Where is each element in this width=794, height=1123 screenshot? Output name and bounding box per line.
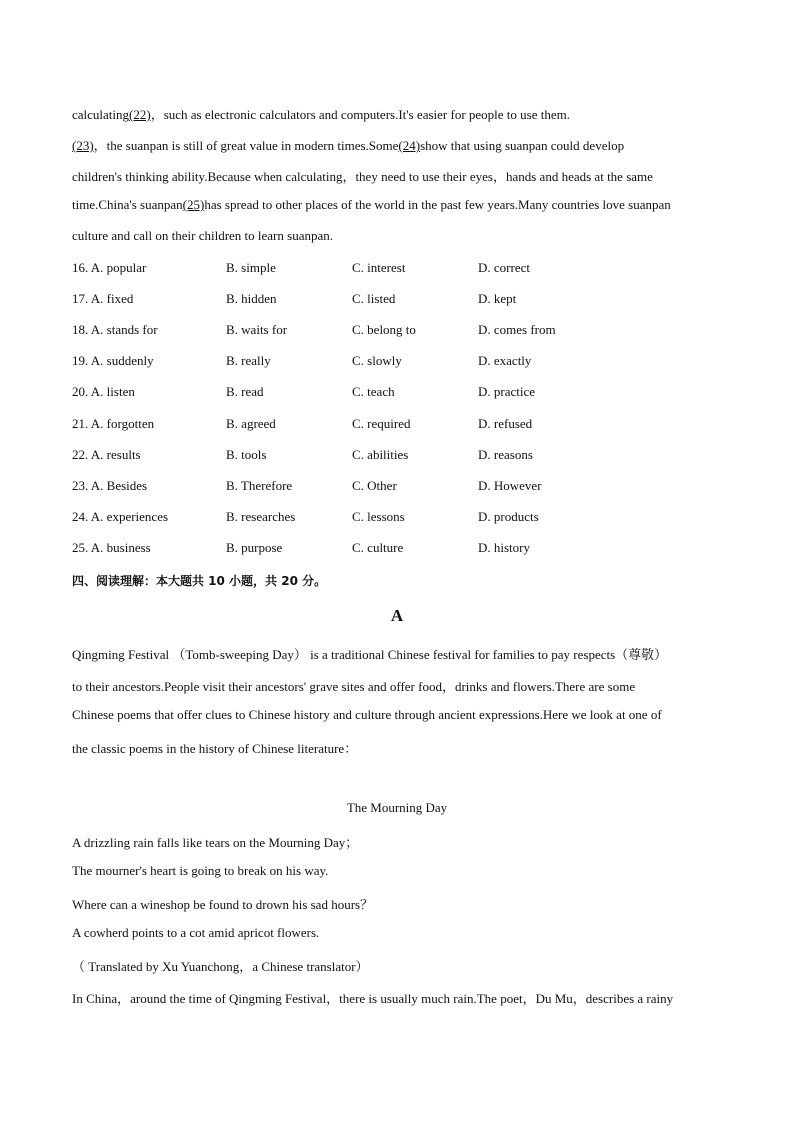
option-b: B. hidden [226,291,277,306]
option-a: 21. A. forgotten [72,416,155,431]
question-16-options [72,260,772,276]
blank-22: (22) [129,107,151,122]
passage-text: has spread to other places of the world in the past few years.Many countries love suanpan [204,197,671,212]
option-b: B. agreed [226,416,276,431]
passage-text: calculating [72,107,130,122]
option-b: B. purpose [226,540,283,555]
option-c: C. Other [352,478,397,493]
option-c: C. interest [352,260,406,275]
poem-line: Where can a wineshop be found to drown his sad hours？ [72,897,374,912]
option-b: B. waits for [226,322,288,337]
option-d: D. exactly [478,353,532,368]
blank-25: (25) [182,197,205,212]
option-d: D. history [478,540,530,555]
option-d: D. comes from [478,322,556,337]
poem-title: The Mourning Day [346,800,448,815]
option-d: D. products [478,509,539,524]
question-22-options [72,447,772,463]
option-d: D. correct [478,260,530,275]
question-17-options [72,291,772,307]
question-18-options [72,322,772,338]
part-label: A [390,606,404,625]
section-heading: 四、阅读理解：本大题共 10 小题，共 20 分。 [72,574,327,588]
passage-line-4 [72,197,671,213]
question-19-options [72,353,772,369]
option-b: B. read [226,384,264,399]
question-24-options [72,509,772,525]
option-a: 18. A. stands for [72,322,158,337]
option-c: C. required [352,416,411,431]
option-c: C. slowly [352,353,402,368]
option-a: 23. A. Besides [72,478,148,493]
option-a: 17. A. fixed [72,291,134,306]
reading-line-2: to their ancestors.People visit their ancestors' grave sites and offer food，drinks and flowers.There are some [72,679,636,694]
option-c: C. belong to [352,322,416,337]
question-23-options [72,478,772,494]
option-c: C. culture [352,540,404,555]
option-c: C. abilities [352,447,409,462]
poem-line: A drizzling rain falls like tears on the Mourning Day； [72,835,359,850]
poem-line: The mourner's heart is going to break on his way. [72,863,329,878]
reading-line-3: Chinese poems that offer clues to Chinese history and culture through ancient expressions.Here we look at one of [72,707,662,722]
passage-line-3: children's thinking ability.Because when calculating，they need to use their eyes，hands and heads at the same [72,169,653,184]
option-c: C. listed [352,291,396,306]
blank-23: (23) [72,138,94,153]
option-d: D. However [478,478,542,493]
poem-line: A cowherd points to a cot amid apricot flowers. [72,925,320,940]
option-d: D. kept [478,291,517,306]
option-c: C. lessons [352,509,405,524]
translator-credit: （ Translated by Xu Yuanchong，a Chinese translator） [72,959,369,974]
question-25-options [72,540,772,556]
passage-line-1 [72,104,570,123]
option-b: B. Therefore [226,478,293,493]
option-a: 19. A. suddenly [72,353,154,368]
question-20-options [72,384,772,400]
option-a: 25. A. business [72,540,151,555]
reading-line-4: the classic poems in the history of Chinese literature： [72,741,358,756]
option-a: 20. A. listen [72,384,135,399]
passage-text: ，such as electronic calculators and computers.It's easier for people to use them. [150,107,570,122]
option-c: C. teach [352,384,395,399]
option-a: 22. A. results [72,447,141,462]
option-b: B. researches [226,509,296,524]
option-a: 24. A. experiences [72,509,169,524]
blank-24: (24) [398,138,421,153]
question-21-options [72,416,772,432]
option-d: D. reasons [478,447,533,462]
option-b: B. simple [226,260,276,275]
option-b: B. really [226,353,271,368]
passage-text: time.China's suanpan [72,197,183,212]
option-d: D. practice [478,384,536,399]
reading-line-1: Qingming Festival （Tomb-sweeping Day） is a traditional Chinese festival for families to pay respects（尊敬） [72,647,668,662]
passage-line-2 [72,135,624,154]
passage-text: show that using suanpan could develop [420,138,625,153]
passage-line-5: culture and call on their children to learn suanpan. [72,228,333,243]
passage-text: ，the suanpan is still of great value in modern times.Some [93,138,399,153]
closing-paragraph-line: In China，around the time of Qingming Festival，there is usually much rain.The poet，Du Mu，describes a rainy [72,991,674,1006]
option-b: B. tools [226,447,267,462]
option-a: 16. A. popular [72,260,147,275]
option-d: D. refused [478,416,533,431]
